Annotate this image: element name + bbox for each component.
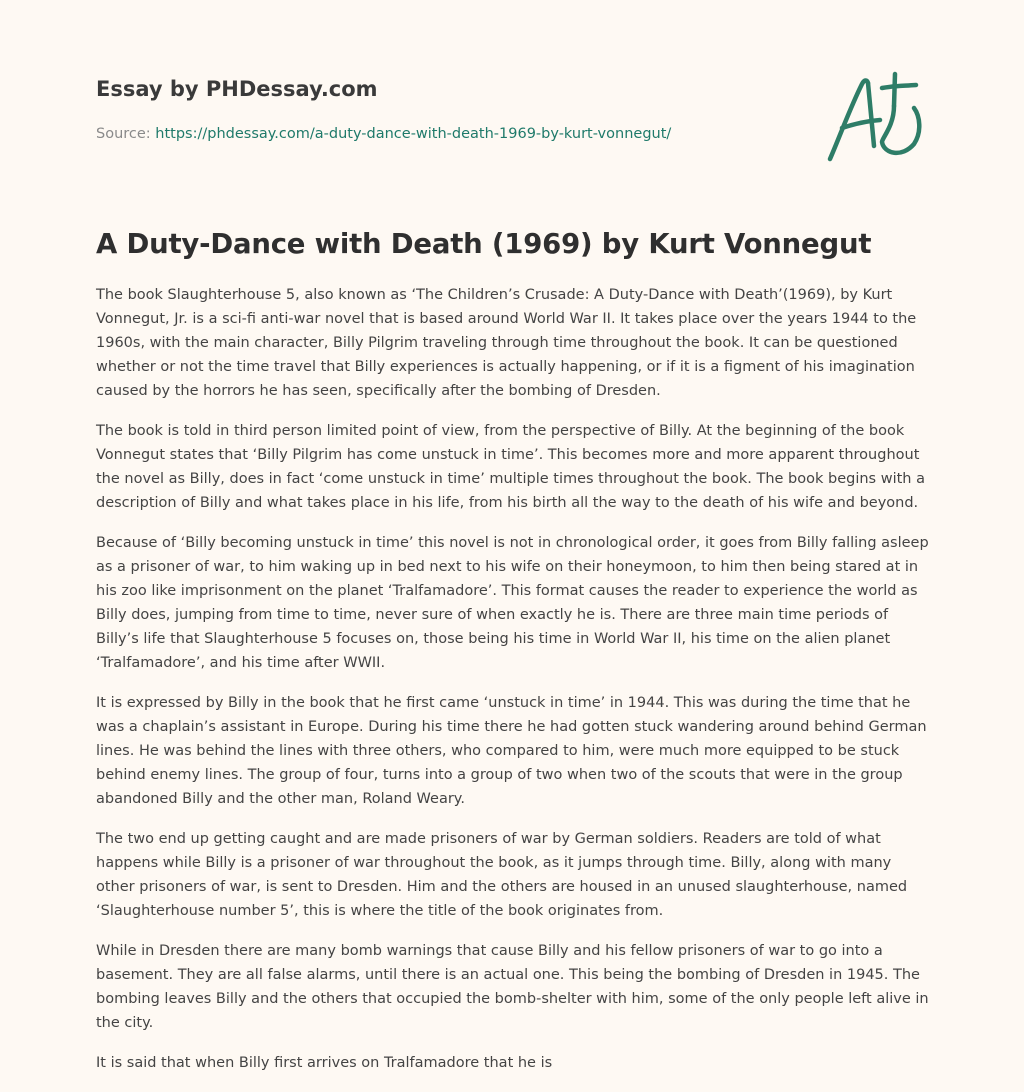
- a-plus-logo: [822, 66, 932, 166]
- paragraph: Because of ‘Billy becoming unstuck in time’ this novel is not in chronological order, it goes from Billy falling asleep as a prisoner of war, to him waking up in bed next to his wife on their honeymoon, to him then being stared at in his zoo like imprisonment on the planet ‘Tralfamadore’. This format causes the reader to experience the world as Billy does, jumping from time to time, never sure of when exactly he is. There are three main time periods of Billy’s life that Slaughterhouse 5 focuses on, those being his time in World War II, his time on the alien planet ‘Tralfamadore’, and his time after WWII.: [96, 535, 929, 671]
- article: [96, 224, 932, 1091]
- source-link[interactable]: https://phdessay.com/a-duty-dance-with-death-1969-by-kurt-vonnegut/: [155, 126, 672, 142]
- source-label: Source:: [96, 126, 151, 142]
- paragraph: It is expressed by Billy in the book that he first came ‘unstuck in time’ in 1944. This was during the time that he was a chaplain’s assistant in Europe. During his time there he had gotten stuck wandering around behind German lines. He was behind the lines with three others, who compared to him, were much more equipped to be stuck behind enemy lines. The group of four, turns into a group of two when two of the scouts that were in the group abandoned Billy and the other man, Roland Weary.: [96, 695, 927, 807]
- site-title: Essay by PHDessay.com: [96, 77, 378, 101]
- paragraph: While in Dresden there are many bomb warnings that cause Billy and his fellow prisoners of war to go into a basement. They are all false alarms, until there is an actual one. This being the bombing of Dresden in 1945. The bombing leaves Billy and the others that occupied the bomb-shelter with him, some of the only people left alive in the city.: [96, 943, 929, 1031]
- source-line: [96, 124, 796, 144]
- paragraph: It is said that when Billy first arrives on Tralfamadore that he is: [96, 1055, 553, 1071]
- paragraph: The two end up getting caught and are made prisoners of war by German soldiers. Readers are told of what happens while Billy is a prisoner of war throughout the book, as it jumps through time. Billy, along with many other prisoners of war, is sent to Dresden. Him and the others are housed in an unused slaughterhouse, named ‘Slaughterhouse number 5’, this is where the title of the book originates from.: [96, 831, 908, 919]
- header: [96, 74, 796, 144]
- paragraph: The book Slaughterhouse 5, also known as ‘The Children’s Crusade: A Duty-Dance with Death’(1969), by Kurt Vonnegut, Jr. is a sci-fi anti-war novel that is based around World War II. It takes place over the years 1944 to the 1960s, with the main character, Billy Pilgrim traveling through time throughout the book. It can be questioned whether or not the time travel that Billy experiences is actually happening, or if it is a figment of his imagination caused by the horrors he has seen, specifically after the bombing of Dresden.: [96, 287, 917, 399]
- article-title: A Duty-Dance with Death (1969) by Kurt Vonnegut: [96, 228, 872, 260]
- paragraph: The book is told in third person limited point of view, from the perspective of Billy. At the beginning of the book Vonnegut states that ‘Billy Pilgrim has come unstuck in time’. This becomes more and more apparent throughout the novel as Billy, does in fact ‘come unstuck in time’ multiple times throughout the book. The book begins with a description of Billy and what takes place in his life, from his birth all the way to the death of his wife and beyond.: [96, 423, 925, 511]
